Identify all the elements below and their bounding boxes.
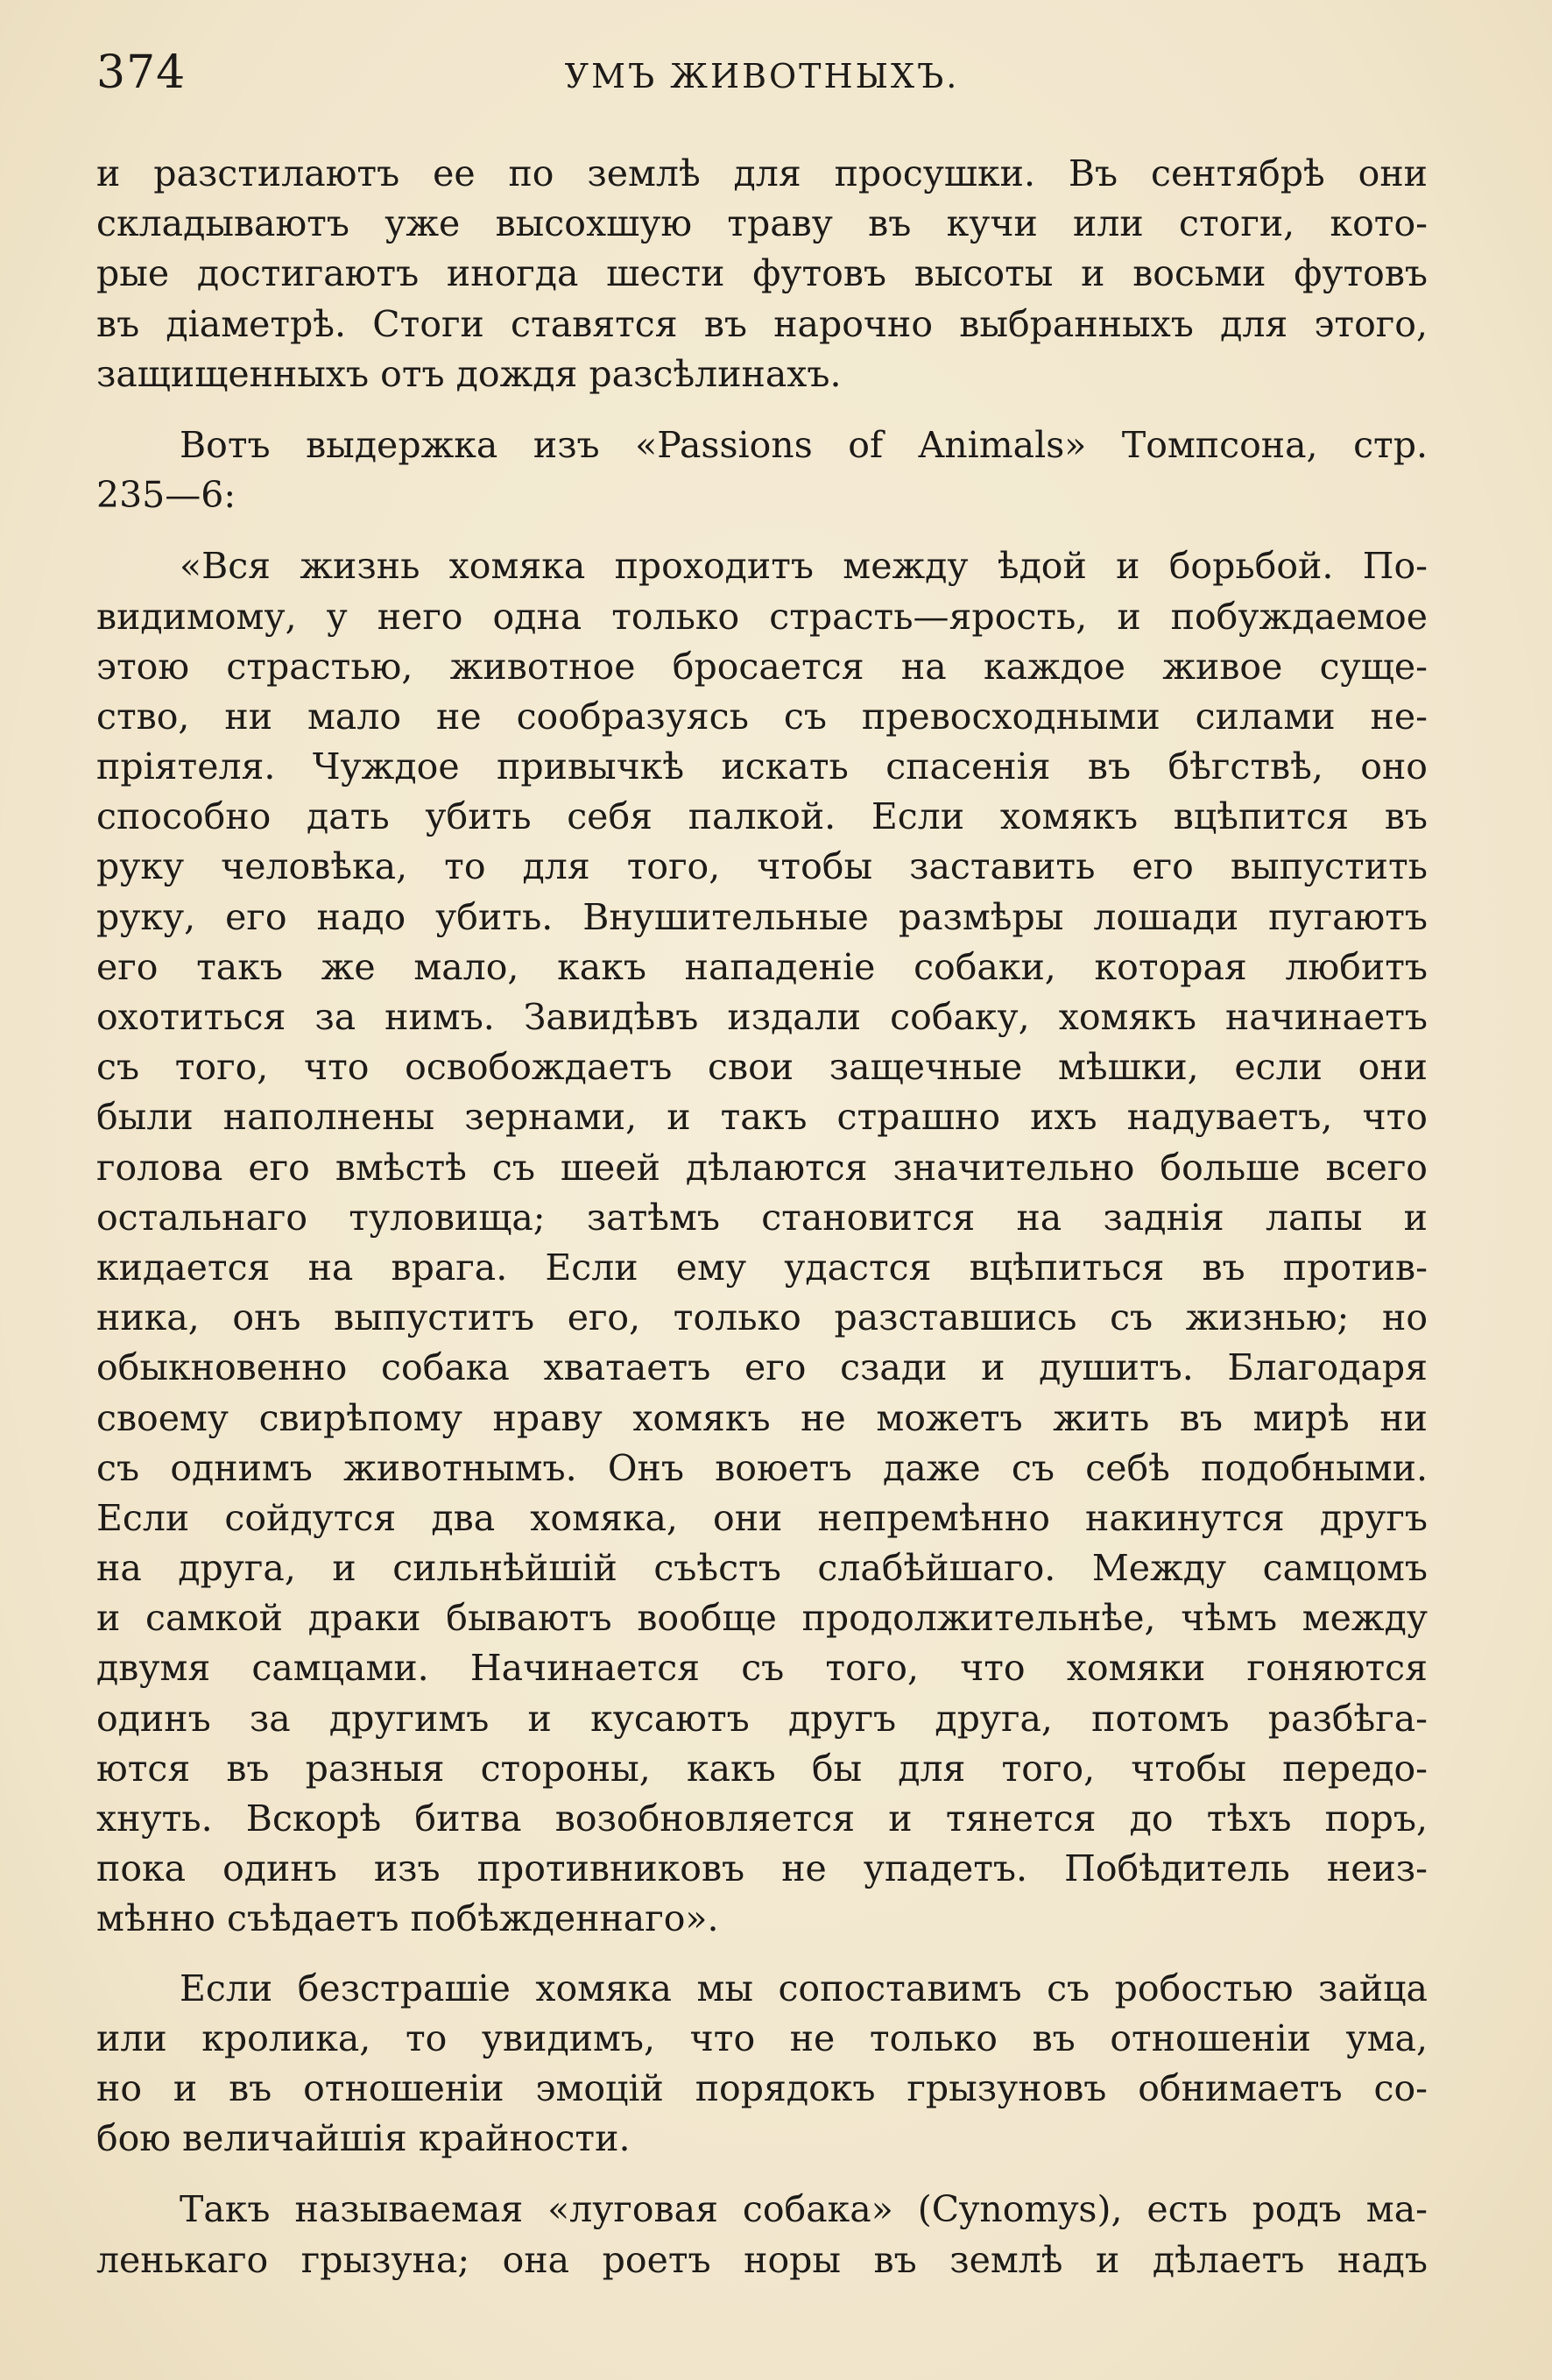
paragraph xyxy=(96,420,1428,520)
text-line: обыкновенно собака хватаетъ его сзади и душитъ. Благодаря xyxy=(96,1346,1428,1389)
text-line: ника, онъ выпуститъ его, только разставшись съ жизнью; но xyxy=(96,1296,1428,1339)
running-title: УМЪ ЖИВОТНЫХЪ. xyxy=(564,57,960,95)
text-line: мѣнно съѣдаетъ побѣжденнаго». xyxy=(96,1897,719,1940)
text-line: одинъ за другимъ и кусаютъ другъ друга, потомъ разбѣга- xyxy=(96,1697,1428,1740)
text-line: но и въ отношеніи эмоцій порядокъ грызуновъ обнимаетъ со- xyxy=(96,2066,1428,2109)
text-line: хнуть. Вскорѣ битва возобновляется и тянется до тѣхъ поръ, xyxy=(96,1797,1428,1840)
text-line: съ однимъ животнымъ. Онъ воюетъ даже съ себѣ подобными. xyxy=(96,1446,1428,1489)
text-line: ленькаго грызуна; она роетъ норы въ землѣ и дѣлаетъ надъ xyxy=(96,2238,1428,2281)
paragraph xyxy=(96,1964,1428,2165)
text-line: способно дать убить себя палкой. Если хомякъ вцѣпится въ xyxy=(96,795,1428,838)
text-line: и разстилаютъ ее по землѣ для просушки. Въ сентябрѣ они xyxy=(96,152,1428,194)
text-line: Такъ называемая «луговая собака» (Cynomys), есть родъ ма- xyxy=(180,2188,1428,2231)
text-line: 235—6: xyxy=(96,474,236,517)
text-line: съ того, что освобождаетъ свои защечные мѣшки, если они xyxy=(96,1046,1428,1089)
text-line: были наполнены зернами, и такъ страшно ихъ надуваетъ, что xyxy=(96,1096,1428,1139)
text-line: ются въ разныя стороны, какъ бы для того, чтобы передо- xyxy=(96,1747,1428,1790)
text-line: руку человѣка, то для того, чтобы заставить его выпустить xyxy=(96,845,1428,888)
paragraph xyxy=(96,149,1428,399)
paragraph xyxy=(96,2185,1428,2285)
text-line: Вотъ выдержка изъ «Passions of Animals» Томпсона, стр. xyxy=(180,423,1428,466)
text-line: Если безстрашіе хомяка мы сопоставимъ съ робостью зайца xyxy=(180,1967,1428,2009)
text-line: защищенныхъ отъ дождя разсѣлинахъ. xyxy=(96,352,842,395)
text-line: его такъ же мало, какъ нападеніе собаки, которая любитъ xyxy=(96,945,1428,988)
page-header xyxy=(96,42,1428,103)
text-line: и самкой драки бываютъ вообще продолжительнѣе, чѣмъ между xyxy=(96,1597,1428,1640)
text-line: голова его вмѣстѣ съ шеей дѣлаются значительно больше всего xyxy=(96,1146,1428,1189)
text-line: двумя самцами. Начинается съ того, что хомяки гоняются xyxy=(96,1647,1428,1690)
body-text xyxy=(96,149,1428,2306)
text-line: Если сойдутся два хомяка, они непремѣнно накинутся другъ xyxy=(96,1496,1428,1539)
text-line: своему свирѣпому нраву хомякъ не можетъ жить въ мирѣ ни xyxy=(96,1396,1428,1439)
text-line: складываютъ уже высохшую траву въ кучи или стоги, кото- xyxy=(96,202,1428,245)
text-line: въ діаметрѣ. Стоги ставятся въ нарочно выбранныхъ для этого, xyxy=(96,302,1428,345)
text-line: кидается на врага. Если ему удастся вцѣпиться въ против- xyxy=(96,1246,1428,1289)
text-line: рые достигаютъ иногда шести футовъ высоты и восьми футовъ xyxy=(96,252,1428,295)
text-line: охотиться за нимъ. Завидѣвъ издали собаку, хомякъ начинаетъ xyxy=(96,996,1428,1038)
quotation-paragraph xyxy=(96,541,1428,1944)
text-line: видимому, у него одна только страсть—ярость, и побуждаемое xyxy=(96,595,1428,638)
text-line: пока одинъ изъ противниковъ не упадетъ. Побѣдитель неиз- xyxy=(96,1847,1428,1890)
page-number: 374 xyxy=(96,46,187,99)
text-line: или кролика, то увидимъ, что не только въ отношеніи ума, xyxy=(96,2016,1428,2059)
text-line: остальнаго туловища; затѣмъ становится на заднія лапы и xyxy=(96,1196,1428,1239)
text-line: ство, ни мало не сообразуясь съ превосходными силами не- xyxy=(96,695,1428,738)
text-line: этою страстью, животное бросается на каждое живое суще- xyxy=(96,645,1428,688)
text-line: бою величайшія крайности. xyxy=(96,2117,631,2160)
text-line: пріятеля. Чуждое привычкѣ искать спасенія въ бѣгствѣ, оно xyxy=(96,745,1428,788)
text-line: «Вся жизнь хомяка проходитъ между ѣдой и борьбой. По- xyxy=(180,545,1428,588)
text-line: руку, его надо убить. Внушительные размѣры лошади пугаютъ xyxy=(96,895,1428,938)
text-line: на друга, и сильнѣйшій съѣстъ слабѣйшаго. Между самцомъ xyxy=(96,1547,1428,1590)
